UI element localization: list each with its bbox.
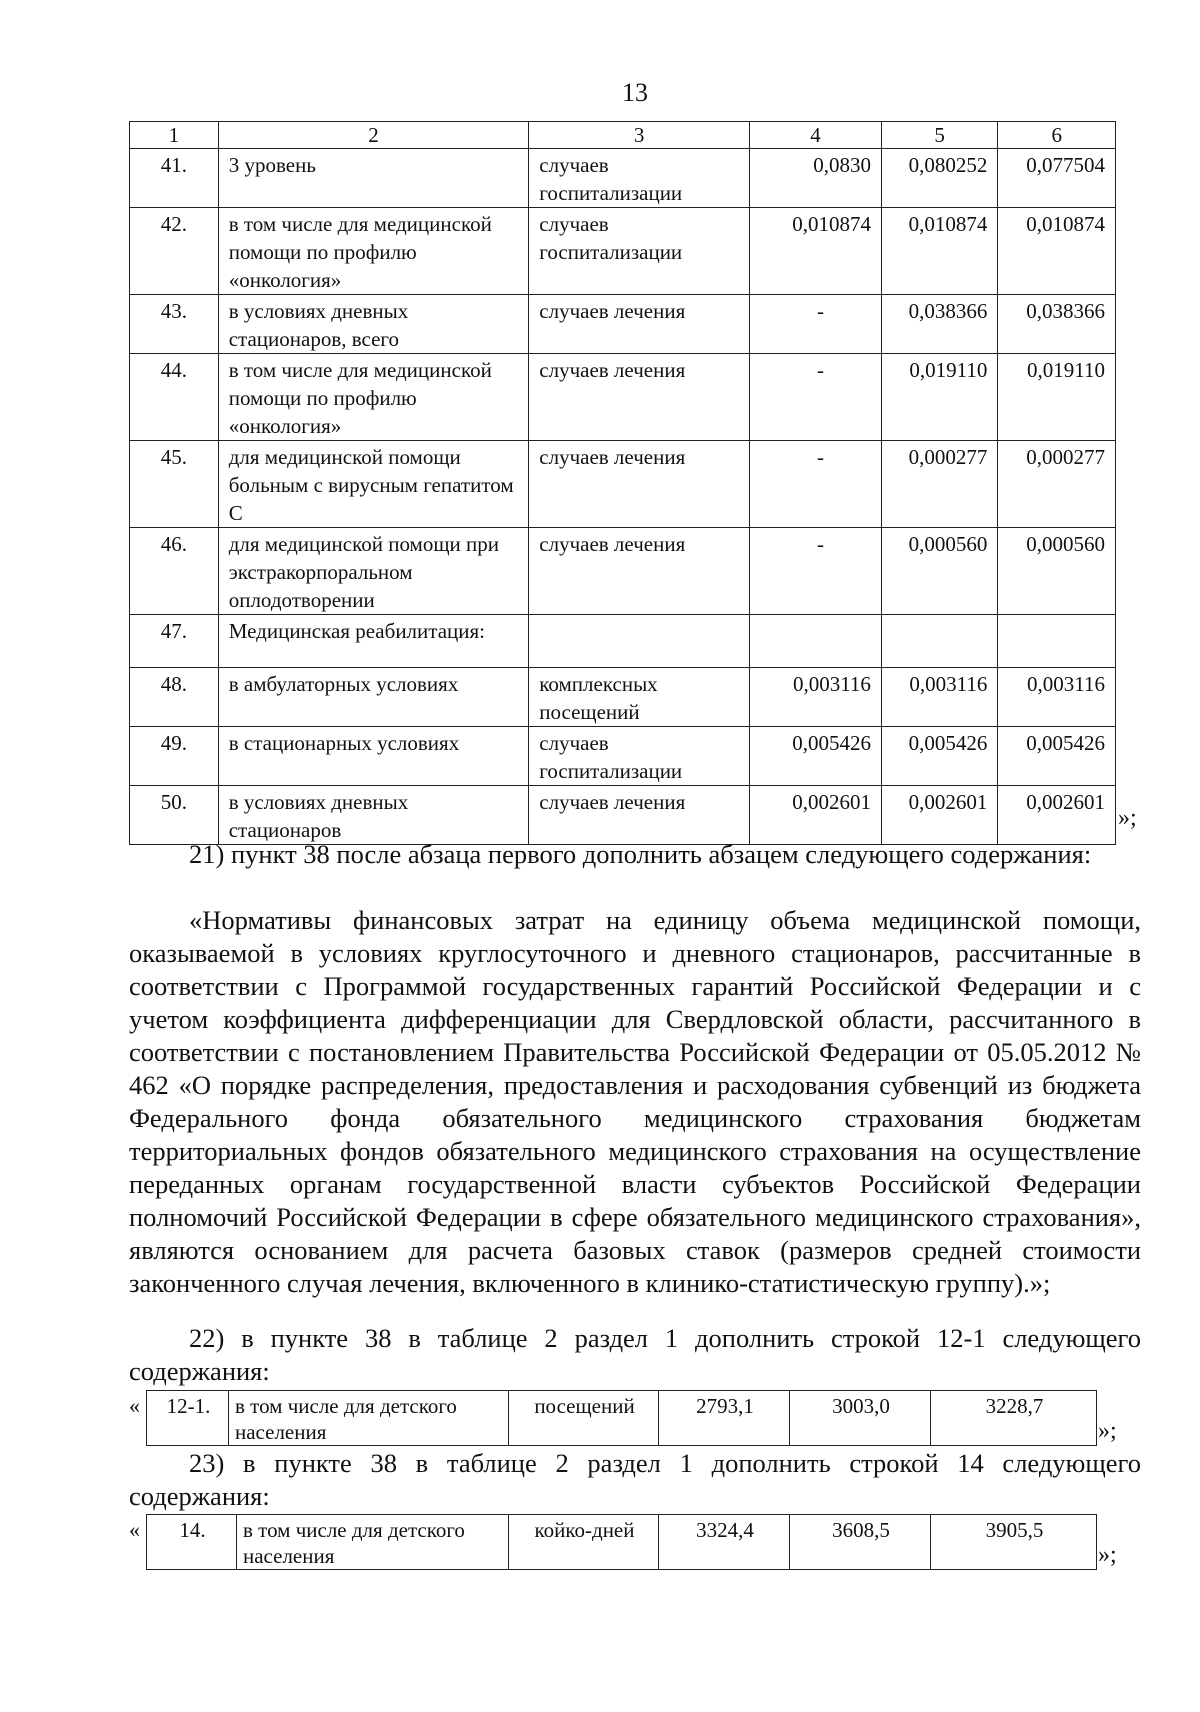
table-row xyxy=(130,441,1116,528)
row-unit: случаев лечения xyxy=(529,441,750,528)
main-table xyxy=(129,121,1116,845)
row-unit: койко-дней xyxy=(509,1515,659,1570)
open-quote: « xyxy=(129,1393,140,1418)
row-value-4: 0,002601 xyxy=(749,786,881,845)
row-number: 41. xyxy=(130,149,219,208)
row-value-5: 0,002601 xyxy=(881,786,997,845)
row-name: в том числе для детского населения xyxy=(237,1515,509,1570)
table-row xyxy=(130,528,1116,615)
row-value-6: 0,000560 xyxy=(998,528,1116,615)
row-name: для медицинской помощи при экстракорпоральном оплодотворении xyxy=(218,528,529,615)
table-header-row xyxy=(130,122,1116,149)
row-value-4: - xyxy=(749,528,881,615)
table-row xyxy=(130,668,1116,727)
header-cell: 1 xyxy=(130,122,219,149)
row-value-4: 2793,1 xyxy=(659,1391,790,1446)
table-row xyxy=(147,1515,1097,1570)
row-value-6: 0,000277 xyxy=(998,441,1116,528)
row-value-4: 0,003116 xyxy=(749,668,881,727)
table-row xyxy=(130,208,1116,295)
closing-quote: »; xyxy=(1118,805,1137,831)
paragraph-22: 22) в пункте 38 в таблице 2 раздел 1 дополнить строкой 12-1 следующего содержания: xyxy=(129,1323,1141,1386)
row-value-4: - xyxy=(749,441,881,528)
header-cell: 2 xyxy=(218,122,529,149)
row-value-6: 3905,5 xyxy=(931,1515,1097,1570)
row-value-6: 0,038366 xyxy=(998,295,1116,354)
row-value-5: 0,038366 xyxy=(881,295,997,354)
row-name: в том числе для медицинской помощи по профилю «онкология» xyxy=(218,354,529,441)
table-row-14 xyxy=(146,1514,1097,1570)
row-number: 44. xyxy=(130,354,219,441)
table-row xyxy=(130,295,1116,354)
header-cell: 5 xyxy=(881,122,997,149)
table-row xyxy=(147,1391,1097,1446)
row-unit: случаев лечения xyxy=(529,528,750,615)
row-name: в том числе для медицинской помощи по профилю «онкология» xyxy=(218,208,529,295)
row-value-5: 0,000560 xyxy=(881,528,997,615)
row-unit: случаев госпитализации xyxy=(529,727,750,786)
row-name: в условиях дневных стационаров xyxy=(218,786,529,845)
row-value-5: 0,000277 xyxy=(881,441,997,528)
paragraph-21: 21) пункт 38 после абзаца первого дополнить абзацем следующего содержания: xyxy=(189,839,1092,869)
table-row xyxy=(130,786,1116,845)
closing-quote: »; xyxy=(1098,1418,1117,1444)
row-value-4: - xyxy=(749,295,881,354)
row-value-5: 0,010874 xyxy=(881,208,997,295)
row-value-6: 0,005426 xyxy=(998,727,1116,786)
row-unit: случаев лечения xyxy=(529,354,750,441)
row-value-5: 0,003116 xyxy=(881,668,997,727)
row-number: 42. xyxy=(130,208,219,295)
row-unit xyxy=(529,615,750,668)
row-name: Медицинская реабилитация: xyxy=(218,615,529,668)
row-value-6: 0,077504 xyxy=(998,149,1116,208)
row-value-5: 0,019110 xyxy=(881,354,997,441)
row-unit: случаев госпитализации xyxy=(529,149,750,208)
row-unit: случаев госпитализации xyxy=(529,208,750,295)
table-row-12-1 xyxy=(146,1390,1097,1446)
row-value-6: 0,019110 xyxy=(998,354,1116,441)
row-number: 43. xyxy=(130,295,219,354)
row-name: в том числе для детского населения xyxy=(229,1391,509,1446)
paragraph-21-quote: «Нормативы финансовых затрат на единицу объема медицинской помощи, оказываемой в условиях круглосуточного и дневного стационаров, рассчитанные в соответствии с Программой государственных гарантий Российской Федерации и с учетом коэффициента дифференциации для Свердловской области, рассчитанного в соответствии с постановлением Правительства Российской Федерации от 05.05.2012 № 462 «О порядке распределения, предоставления и расходования субвенций из бюджета Федерального фонда обязательного медицинского страхования бюджетам территориальных фондов обязательного медицинского страхования на осуществление переданных органам государственной власти субъектов Российской Федерации полномочий Российской Федерации в сфере обязательного медицинского страхования», являются основанием для расчета базовых ставок (размеров средней стоимости законченного случая лечения, включенного в клинико-статистическую группу).»; xyxy=(129,905,1141,1298)
row-value-5: 0,080252 xyxy=(881,149,997,208)
row-number: 50. xyxy=(130,786,219,845)
row-unit: случаев лечения xyxy=(529,786,750,845)
row-unit: случаев лечения xyxy=(529,295,750,354)
row-number: 12-1. xyxy=(147,1391,229,1446)
row-name: в амбулаторных условиях xyxy=(218,668,529,727)
row-value-6 xyxy=(998,615,1116,668)
row-name: в стационарных условиях xyxy=(218,727,529,786)
row-value-4: 0,0830 xyxy=(749,149,881,208)
row-value-5: 3003,0 xyxy=(790,1391,931,1446)
header-cell: 4 xyxy=(749,122,881,149)
row-unit: комплексных посещений xyxy=(529,668,750,727)
row-value-4 xyxy=(749,615,881,668)
table-row xyxy=(130,727,1116,786)
row-value-6: 0,003116 xyxy=(998,668,1116,727)
row-number: 14. xyxy=(147,1515,237,1570)
open-quote: « xyxy=(129,1517,140,1542)
row-unit: посещений xyxy=(509,1391,659,1446)
row-value-4: 0,005426 xyxy=(749,727,881,786)
row-name: 3 уровень xyxy=(218,149,529,208)
row-value-4: 0,010874 xyxy=(749,208,881,295)
row-number: 48. xyxy=(130,668,219,727)
row-value-5: 3608,5 xyxy=(790,1515,931,1570)
paragraph-23: 23) в пункте 38 в таблице 2 раздел 1 дополнить строкой 14 следующего содержания: xyxy=(129,1448,1141,1511)
header-cell: 6 xyxy=(998,122,1116,149)
row-number: 46. xyxy=(130,528,219,615)
row-value-5: 0,005426 xyxy=(881,727,997,786)
page-number: 13 xyxy=(622,78,648,107)
table-row xyxy=(130,615,1116,668)
table-row xyxy=(130,149,1116,208)
row-value-6: 0,002601 xyxy=(998,786,1116,845)
row-name: для медицинской помощи больным с вирусным гепатитом С xyxy=(218,441,529,528)
row-number: 47. xyxy=(130,615,219,668)
row-number: 49. xyxy=(130,727,219,786)
row-value-5 xyxy=(881,615,997,668)
header-cell: 3 xyxy=(529,122,750,149)
row-value-6: 0,010874 xyxy=(998,208,1116,295)
row-value-4: 3324,4 xyxy=(659,1515,790,1570)
row-number: 45. xyxy=(130,441,219,528)
row-value-6: 3228,7 xyxy=(931,1391,1097,1446)
row-value-4: - xyxy=(749,354,881,441)
table-row xyxy=(130,354,1116,441)
closing-quote: »; xyxy=(1098,1542,1117,1568)
row-name: в условиях дневных стационаров, всего xyxy=(218,295,529,354)
